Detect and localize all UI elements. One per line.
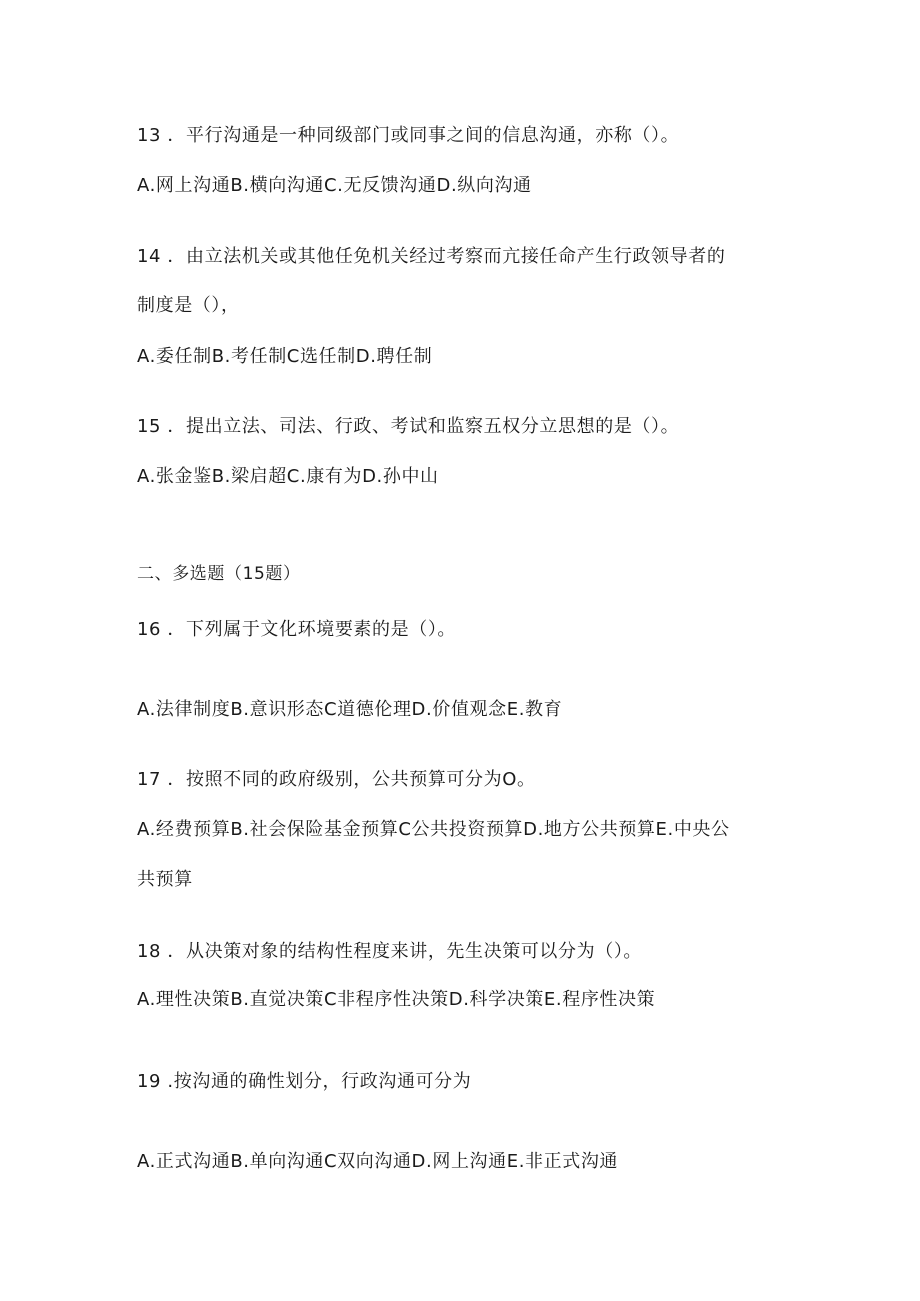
question-19-options: A.正式沟通B.单向沟通C双向沟通D.网上沟通E.非正式沟通	[137, 1151, 619, 1172]
question-15-stem: 15 ．提出立法、司法、行政、考试和监察五权分立思想的是（）。	[137, 416, 680, 437]
question-13-stem: 13 ．平行沟通是一种同级部门或同事之间的信息沟通，亦称（）。	[137, 125, 680, 146]
section-title: 二、多选题（15题）	[137, 564, 301, 584]
question-13-options: A.网上沟通B.横向沟通C.无反馈沟通D.纵向沟通	[137, 175, 532, 196]
question-14-stem-line-1: 14 ．由立法机关或其他任免机关经过考察而亢接任命产生行政领导者的	[137, 246, 726, 267]
question-17-options-line-1: A.经费预算B.社会保险基金预算C公共投资预算D.地方公共预算E.中央公	[137, 819, 730, 840]
question-18-stem: 18 ．从决策对象的结构性程度来讲，先生决策可以分为（）。	[137, 941, 643, 962]
question-16-options: A.法律制度B.意识形态C道德伦理D.价值观念E.教育	[137, 699, 563, 720]
question-15-options: A.张金鉴B.梁启超C.康有为D.孙中山	[137, 466, 439, 487]
question-17-stem: 17 ．按照不同的政府级别，公共预算可分为O。	[137, 769, 536, 790]
question-16-stem: 16 ．下列属于文化环境要素的是（）。	[137, 619, 457, 640]
question-17-options-line-2: 共预算	[137, 869, 193, 890]
question-14-options: A.委任制B.考任制C选任制D.聘任制	[137, 346, 433, 367]
question-14-stem-line-2: 制度是（），	[137, 295, 240, 316]
question-18-options: A.理性决策B.直觉决策C非程序性决策D.科学决策E.程序性决策	[137, 989, 656, 1010]
question-19-stem: 19 .按沟通的确性划分，行政沟通可分为	[137, 1071, 472, 1092]
